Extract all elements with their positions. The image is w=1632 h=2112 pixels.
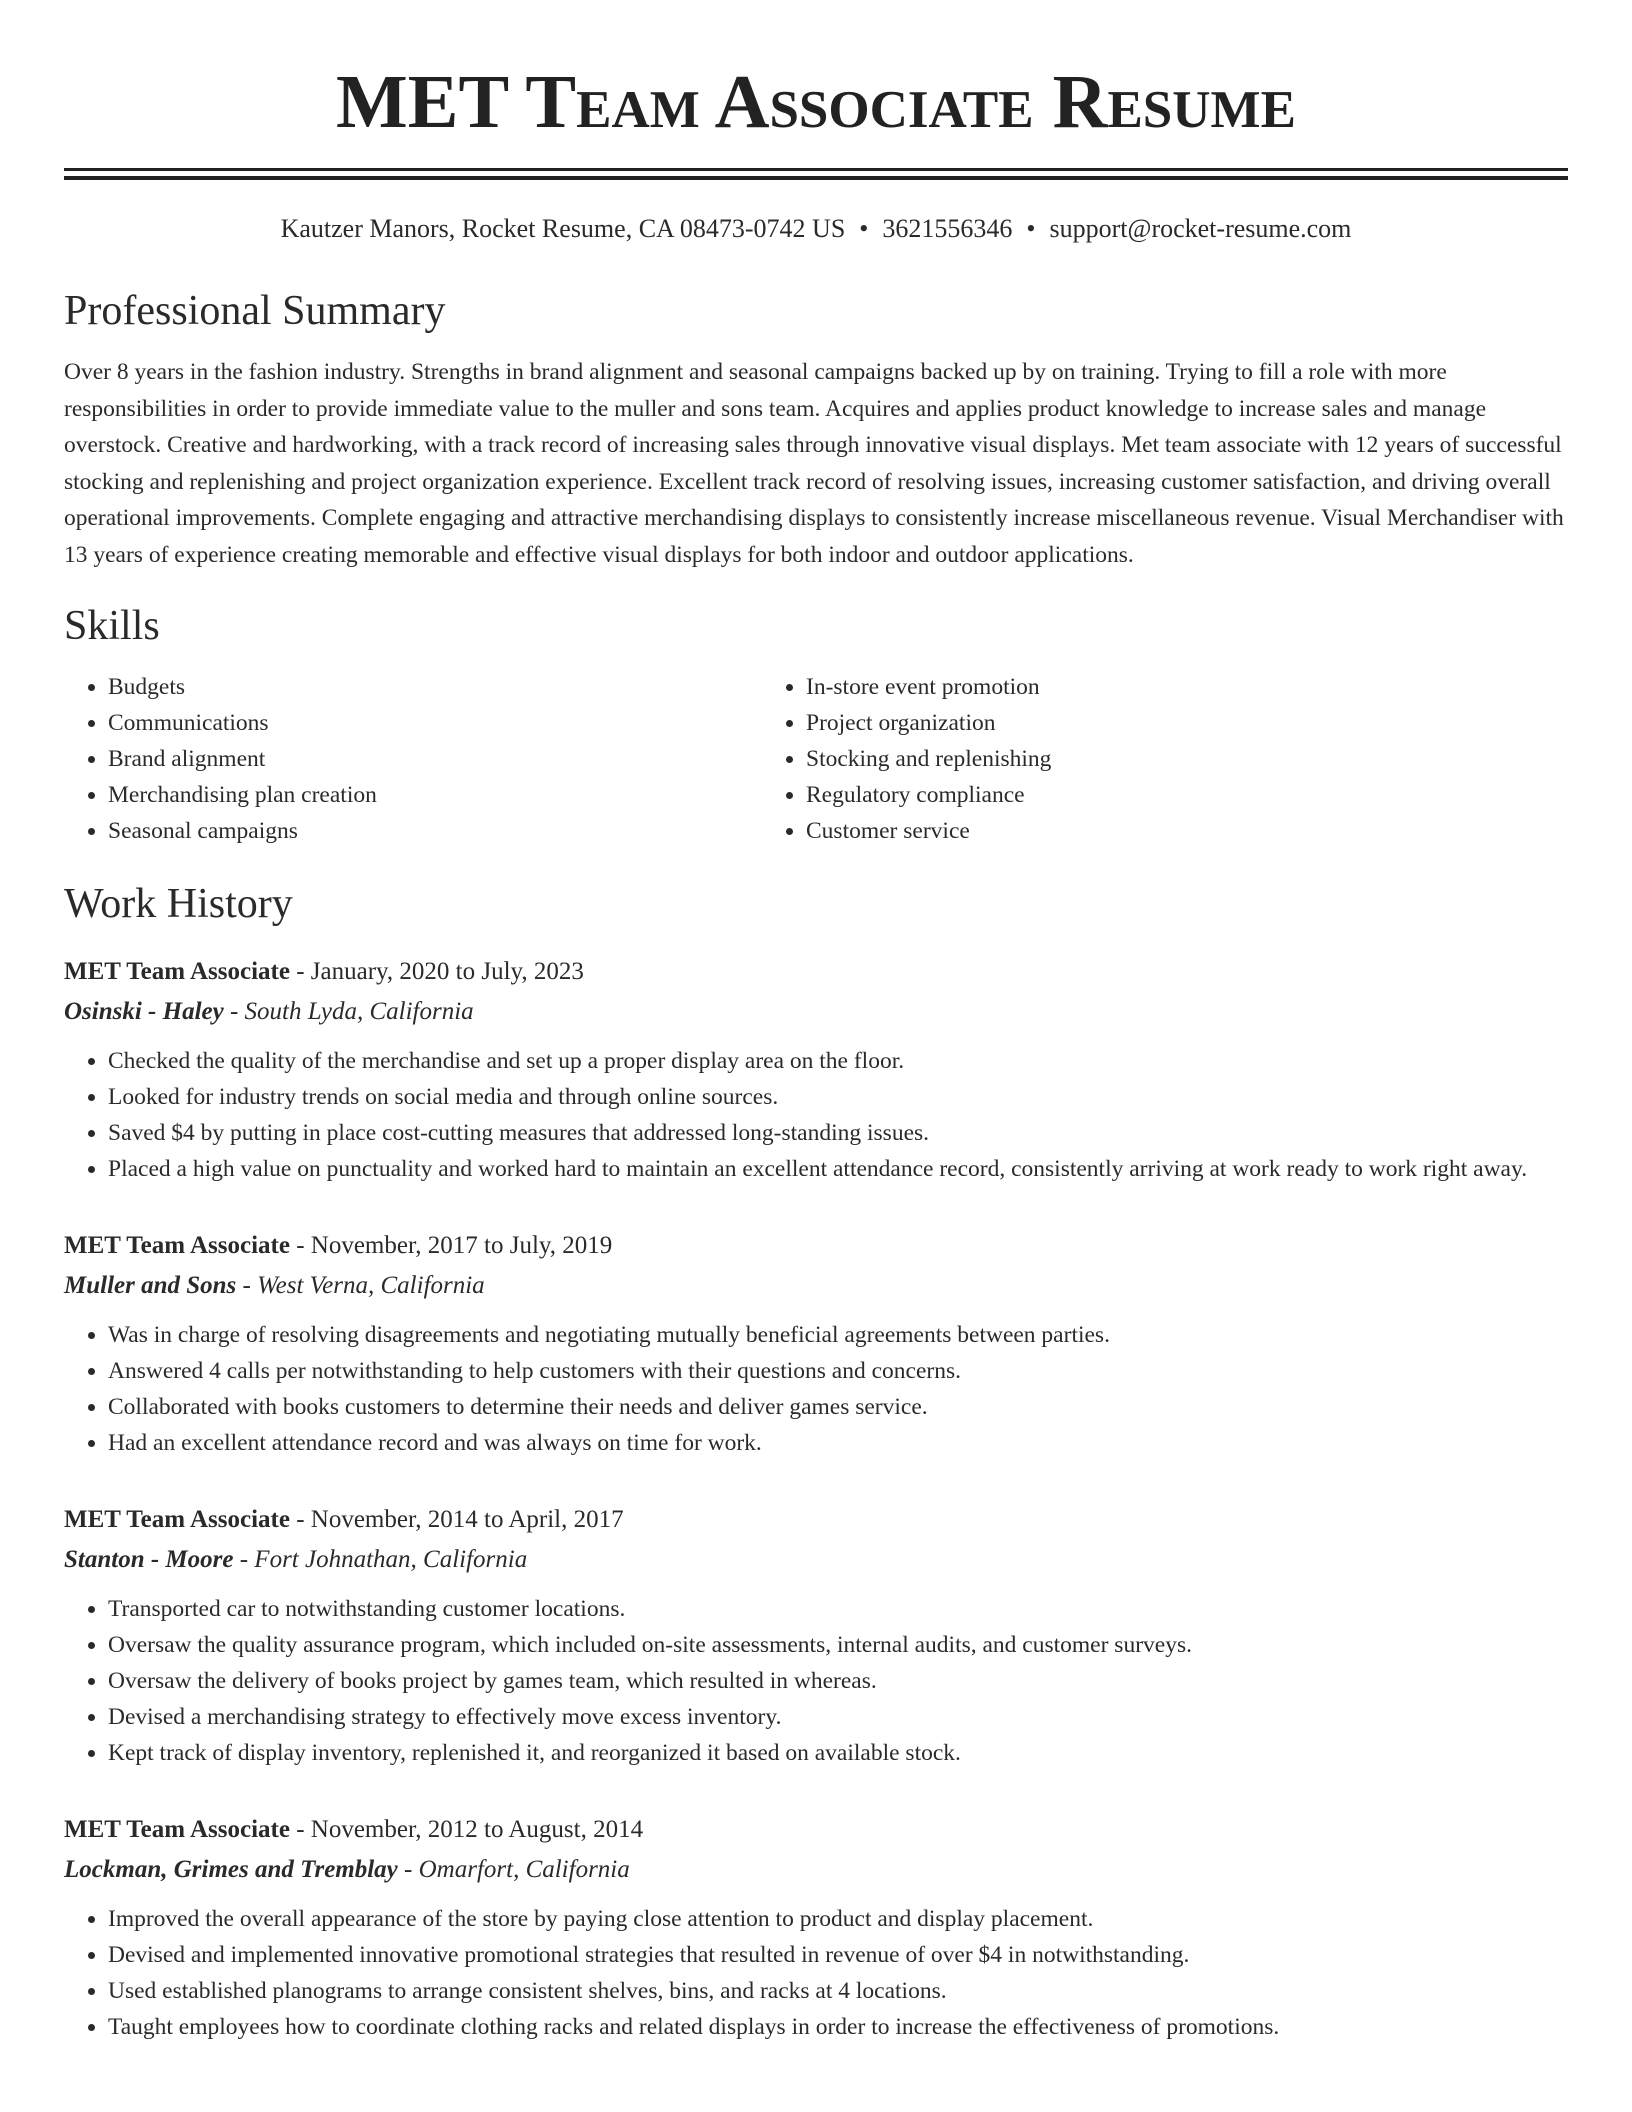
job-dates: - November, 2014 to April, 2017 — [289, 1506, 624, 1533]
summary-heading: Professional Summary — [64, 288, 446, 334]
contact-phone: 3621556346 — [882, 214, 1013, 243]
job-company: Lockman, Grimes and Tremblay — [64, 1856, 398, 1883]
job-company-line — [64, 1853, 1568, 1887]
skill-item: • Budgets — [108, 669, 762, 705]
resume-page — [64, 0, 1568, 2045]
job-title-line — [64, 1813, 1568, 1847]
job-location: - South Lyda, California — [223, 998, 474, 1025]
job-bullet: • Saved $4 by putting in place cost-cutting measures that addressed long-standing issues. — [108, 1115, 1568, 1151]
job-entry — [64, 1229, 1568, 1461]
job-company: Muller and Sons — [64, 1272, 237, 1299]
skill-item: • Regulatory compliance — [806, 777, 1460, 813]
job-bullet: • Devised a merchandising strategy to effectively move excess inventory. — [108, 1699, 1568, 1735]
job-bullets — [64, 1317, 1568, 1461]
job-dates: - November, 2017 to July, 2019 — [289, 1232, 613, 1259]
resume-title: MET Team Associate Resume — [336, 60, 1296, 144]
job-bullet: • Taught employees how to coordinate clothing racks and related displays in order to increase the effectiveness of promotions. — [108, 2009, 1568, 2045]
skill-item: • Communications — [108, 705, 762, 741]
job-location: - West Verna, California — [236, 1272, 485, 1299]
summary-text: Over 8 years in the fashion industry. Strengths in brand alignment and seasonal campaigns backed up by on training. Trying to fill a role with more responsibilities in order to provide immediate value to the muller and sons team. Acquires and applies product knowledge to increase sales and manage overstock. Creative and hardworking, with a track record of increasing sales through innovative visual displays. Met team associate with 12 years of successful stocking and replenishing and project organization experience. Excellent track record of resolving issues, increasing customer satisfaction, and driving overall operational improvements. Complete engaging and attractive merchandising displays to consistently increase miscellaneous revenue. Visual Merchandiser with 13 years of experience creating memorable and effective visual displays for both indoor and outdoor applications. — [64, 359, 1564, 568]
job-bullet: • Used established planograms to arrange consistent shelves, bins, and racks at 4 locations. — [108, 1973, 1568, 2009]
job-bullet: • Transported car to notwithstanding customer locations. — [108, 1591, 1568, 1627]
job-bullet: • Had an excellent attendance record and was always on time for work. — [108, 1425, 1568, 1461]
job-location: - Omarfort, California — [397, 1856, 630, 1883]
job-title-line — [64, 1503, 1568, 1537]
job-bullet: • Collaborated with books customers to determine their needs and deliver games service. — [108, 1389, 1568, 1425]
skill-item: • Project organization — [806, 705, 1460, 741]
job-dates: - January, 2020 to July, 2023 — [289, 958, 584, 985]
skills-columns — [64, 669, 1568, 849]
skills-list-right — [762, 669, 1460, 849]
job-bullets — [64, 1043, 1568, 1187]
job-company-line — [64, 1543, 1568, 1577]
job-entry — [64, 1503, 1568, 1771]
job-title: MET Team Associate — [64, 958, 290, 985]
contact-separator: • — [859, 214, 869, 243]
job-bullet: • Devised and implemented innovative promotional strategies that resulted in revenue of over $4 in notwithstanding. — [108, 1937, 1568, 1973]
job-bullet: • Answered 4 calls per notwithstanding to help customers with their questions and concerns. — [108, 1353, 1568, 1389]
job-bullet: • Oversaw the quality assurance program, which included on-site assessments, internal audits, and customer surveys. — [108, 1627, 1568, 1663]
job-company-line — [64, 995, 1568, 1029]
job-bullet: • Oversaw the delivery of books project by games team, which resulted in whereas. — [108, 1663, 1568, 1699]
skill-item: • In-store event promotion — [806, 669, 1460, 705]
skills-heading: Skills — [64, 603, 160, 649]
job-bullet: • Placed a high value on punctuality and worked hard to maintain an excellent attendance record, consistently arriving at work ready to work right away. — [108, 1151, 1568, 1187]
skill-item: • Customer service — [806, 813, 1460, 849]
job-title-line — [64, 955, 1568, 989]
job-bullet: • Was in charge of resolving disagreements and negotiating mutually beneficial agreements between parties. — [108, 1317, 1568, 1353]
job-dates: - November, 2012 to August, 2014 — [289, 1816, 644, 1843]
job-company-line — [64, 1269, 1568, 1303]
job-title: MET Team Associate — [64, 1232, 290, 1259]
skill-item: • Stocking and replenishing — [806, 741, 1460, 777]
skill-item: • Seasonal campaigns — [108, 813, 762, 849]
job-bullet: • Looked for industry trends on social media and through online sources. — [108, 1079, 1568, 1115]
job-bullet: • Improved the overall appearance of the store by paying close attention to product and display placement. — [108, 1901, 1568, 1937]
skills-list-left — [64, 669, 762, 849]
job-company: Stanton - Moore — [64, 1546, 234, 1573]
job-title-line — [64, 1229, 1568, 1263]
job-company: Osinski - Haley — [64, 998, 224, 1025]
title-double-rule — [64, 168, 1568, 180]
job-location: - Fort Johnathan, California — [233, 1546, 528, 1573]
contact-address: Kautzer Manors, Rocket Resume, CA 08473-0742 US — [280, 214, 846, 243]
job-bullets — [64, 1901, 1568, 2045]
job-title: MET Team Associate — [64, 1816, 290, 1843]
skill-item: • Brand alignment — [108, 741, 762, 777]
job-bullets — [64, 1591, 1568, 1771]
contact-email: support@rocket-resume.com — [1049, 214, 1352, 243]
job-entry — [64, 955, 1568, 1187]
job-entry — [64, 1813, 1568, 2045]
job-title: MET Team Associate — [64, 1506, 290, 1533]
contact-separator: • — [1026, 214, 1036, 243]
job-bullet: • Kept track of display inventory, replenished it, and reorganized it based on available stock. — [108, 1735, 1568, 1771]
contact-line — [64, 212, 1568, 246]
job-bullet: • Checked the quality of the merchandise and set up a proper display area on the floor. — [108, 1043, 1568, 1079]
skill-item: • Merchandising plan creation — [108, 777, 762, 813]
work-history-heading: Work History — [64, 881, 293, 927]
